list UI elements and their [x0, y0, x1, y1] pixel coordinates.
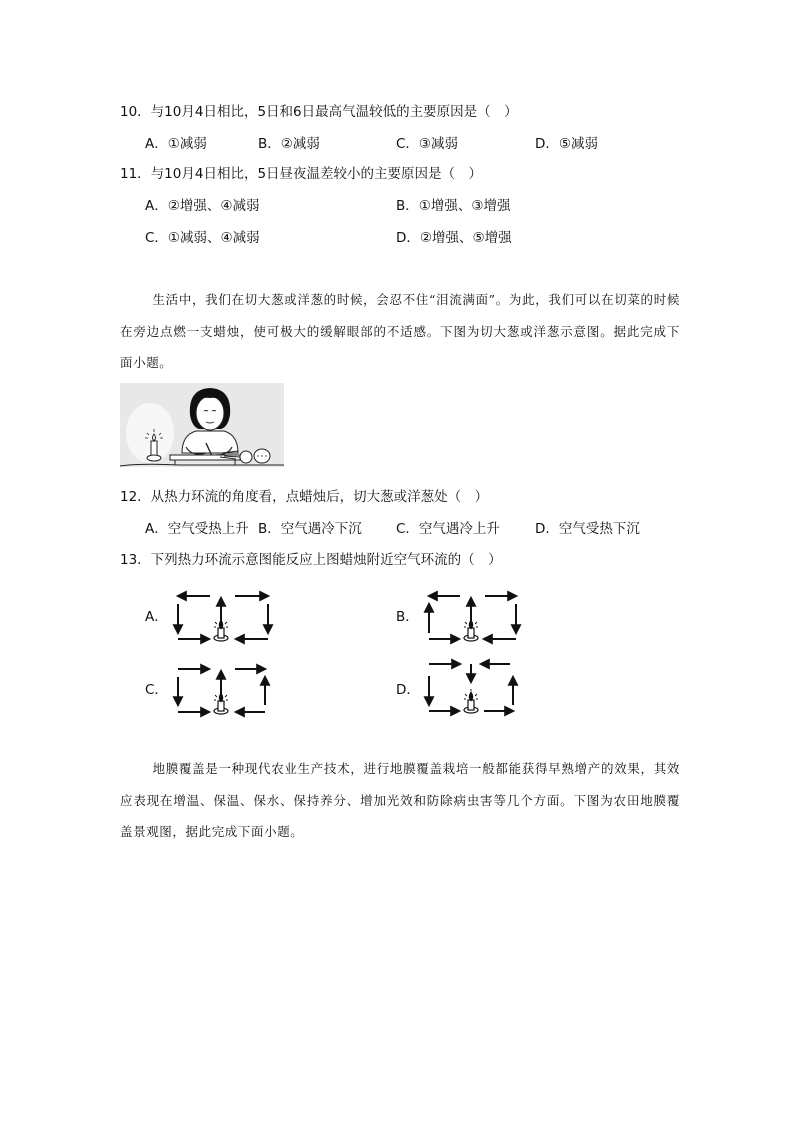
q10-option-d: D．⑤减弱 [535, 136, 598, 152]
q10-option-b: B．②减弱 [258, 136, 320, 152]
passage-mulch-film [120, 753, 680, 848]
q13-label-c: C． [145, 682, 168, 698]
q10-option-a: A．①减弱 [145, 136, 207, 152]
q12-option-b: B．空气遇冷下沉 [258, 521, 362, 537]
question-11-stem: 11．与10月4日相比，5日昼夜温差较小的主要原因是（ ） [120, 166, 483, 182]
q11-option-b: B．①增强、③增强 [396, 198, 511, 214]
q11-option-d: D．②增强、⑤增强 [396, 230, 512, 246]
q11-option-a: A．②增强、④减弱 [145, 198, 260, 214]
passage-onion-text: 生活中，我们在切大葱或洋葱的时候，会忍不住“泪流满面”。为此，我们可以在切菜的时候在旁边点燃一支蜡烛，使可极大的缓解眼部的不适感。下图为切大葱或洋葱示意图。据此完成下面小题。 [120, 292, 680, 370]
q12-option-a: A．空气受热上升 [145, 521, 249, 537]
passage-mulch-film-text: 地膜覆盖是一种现代农业生产技术，进行地膜覆盖栽培一般都能获得早熟增产的效果，其效应表现在增温、保温、保水、保持养分、增加光效和防除病虫害等几个方面。下图为农田地膜覆盖景观图，据此完成下面小题。 [120, 761, 680, 839]
circulation-diagram-c [178, 669, 265, 714]
q13-label-d: D． [396, 682, 420, 698]
circulation-diagram-b [429, 596, 516, 641]
question-12-stem: 12．从热力环流的角度看，点蜡烛后，切大葱或洋葱处（ ） [120, 489, 489, 505]
circulation-diagram-d [429, 664, 513, 713]
q13-label-a: A． [145, 609, 168, 625]
q13-label-b: B． [396, 609, 419, 625]
circulation-diagram-a [178, 596, 268, 641]
q11-option-c: C．①减弱、④减弱 [145, 230, 260, 246]
q12-option-c: C．空气遇冷上升 [396, 521, 500, 537]
question-13-stem: 13．下列热力环流示意图能反应上图蜡烛附近空气环流的（ ） [120, 552, 502, 568]
q12-option-d: D．空气受热下沉 [535, 521, 640, 537]
question-10-stem: 10．与10月4日相比，5日和6日最高气温较低的主要原因是（ ） [120, 104, 518, 120]
q10-option-c: C．③减弱 [396, 136, 459, 152]
